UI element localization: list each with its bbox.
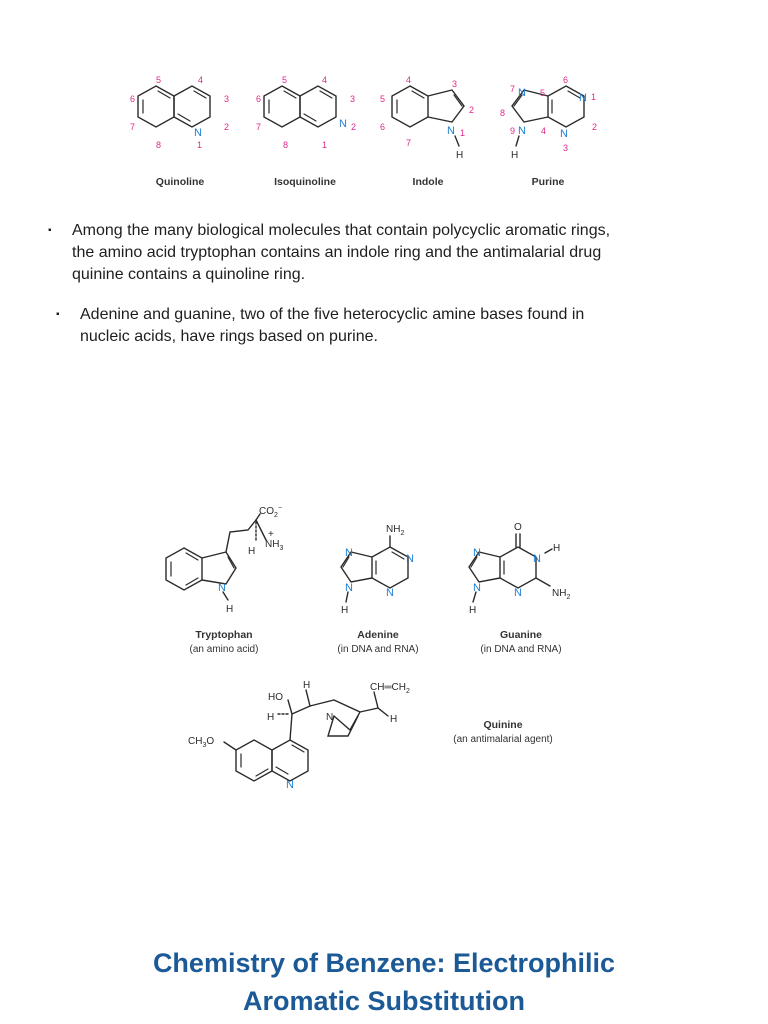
isoquinoline-num: 5 [282, 75, 288, 85]
adenine-caption: (in DNA and RNA) [337, 644, 419, 655]
adenine-n: N [386, 587, 394, 599]
purine-n: N [560, 128, 568, 140]
purine-n: N [579, 92, 587, 104]
guanine-n: N [473, 547, 481, 559]
indole-num: 5 [380, 94, 386, 104]
guanine-n: N [473, 582, 481, 594]
isoquinoline-n: N [339, 118, 347, 130]
guanine-structure [469, 522, 570, 655]
section-title-line: Aromatic Substitution [243, 986, 525, 1016]
adenine-structure [337, 524, 418, 655]
indole-h: H [456, 150, 464, 161]
adenine-name: Adenine [357, 629, 399, 641]
guanine-h: H [553, 543, 561, 554]
quinoline-num: 7 [130, 122, 136, 132]
purine-num: 3 [563, 143, 569, 153]
section-title [0, 944, 768, 1020]
quinoline-num: 6 [130, 94, 136, 104]
purine-num: 4 [541, 126, 547, 136]
guanine-n: N [514, 587, 522, 599]
purine-name: Purine [531, 176, 565, 188]
isoquinoline-num: 8 [283, 140, 289, 150]
guanine-h: H [469, 605, 477, 616]
bullet-marker: ▪ [48, 225, 52, 236]
isoquinoline-num: 4 [322, 75, 328, 85]
guanine-name: Guanine [499, 629, 543, 641]
isoquinoline-num: 1 [322, 140, 328, 150]
bullet-line: the amino acid tryptophan contains an indole ring and the antimalarial drug [72, 244, 602, 261]
tryptophan-plus: + [268, 529, 274, 540]
quinoline-name: Quinoline [155, 176, 205, 188]
quinine-n: N [286, 779, 294, 791]
quinine-h: H [390, 714, 398, 725]
purine-n: N [518, 125, 526, 137]
purine-num: 2 [592, 122, 598, 132]
guanine-nh2: $NH_2$ [552, 588, 571, 601]
bullet-line: Among the many biological molecules that contain polycyclic aromatic rings, [72, 222, 611, 239]
guanine-n: N [533, 553, 541, 565]
quinine-structure [188, 680, 553, 791]
quinine-name: Quinine [483, 719, 523, 731]
purine-num: 8 [500, 108, 506, 118]
indole-num: 7 [406, 138, 412, 148]
purine-num: 5 [540, 88, 546, 98]
tryptophan-structure [166, 505, 283, 655]
purine-num: 1 [591, 92, 597, 102]
isoquinoline-num: 3 [350, 94, 356, 104]
quinoline-num: 3 [224, 94, 230, 104]
quinoline-num: 5 [156, 75, 162, 85]
guanine-caption: (in DNA and RNA) [480, 644, 562, 655]
purine-num: 7 [510, 84, 516, 94]
adenine-nh2: $NH_2$ [386, 524, 405, 537]
bullet-line: Adenine and guanine, two of the five heterocyclic amine bases found in [80, 306, 585, 323]
quinine-ch3o: $CH_3O$ [188, 736, 215, 749]
isoquinoline-name: Isoquinoline [274, 176, 336, 188]
tryptophan-caption: (an amino acid) [189, 644, 259, 655]
bullet-line: nucleic acids, have rings based on purine. [80, 328, 378, 345]
quinoline-n: N [194, 127, 202, 139]
quinine-h: H [303, 680, 311, 691]
adenine-h: H [341, 605, 349, 616]
indole-num: 6 [380, 122, 386, 132]
quinoline-num: 4 [198, 75, 204, 85]
quinoline-num: 8 [156, 140, 162, 150]
tryptophan-n: N [218, 582, 226, 594]
tryptophan-co2: $CO_2^-$ [259, 505, 282, 519]
tryptophan-name: Tryptophan [195, 629, 253, 641]
quinine-bridge-n: N [326, 712, 334, 723]
quinine-ho: HO [268, 692, 283, 703]
purine-num: 9 [510, 126, 516, 136]
isoquinoline-num: 7 [256, 122, 262, 132]
quinine-caption: (an antimalarial agent) [453, 734, 553, 745]
isoquinoline-num: 6 [256, 94, 262, 104]
tryptophan-nh: H [226, 604, 234, 615]
indole-num: 4 [406, 75, 412, 85]
indole-num: 3 [452, 79, 458, 89]
guanine-o: O [514, 522, 522, 533]
purine-h: H [511, 150, 519, 161]
quinine-vinyl: $CH═CH_2$ [370, 682, 410, 695]
tryptophan-h: H [248, 546, 256, 557]
adenine-n: N [406, 553, 414, 565]
indole-num: 1 [460, 128, 466, 138]
adenine-n: N [345, 582, 353, 594]
purine-n: N [518, 87, 526, 99]
section-title-line: Chemistry of Benzene: Electrophilic [152, 948, 616, 978]
tryptophan-nh3: $NH_3$ [265, 539, 284, 552]
adenine-n: N [345, 547, 353, 559]
bullet-line: quinine contains a quinoline ring. [72, 266, 306, 283]
bullet-marker: ▪ [56, 309, 60, 320]
indole-num: 2 [469, 105, 475, 115]
quinine-h: H [267, 712, 275, 723]
purine-num: 6 [563, 75, 569, 85]
quinoline-num: 2 [224, 122, 230, 132]
indole-name: Indole [412, 176, 444, 188]
isoquinoline-num: 2 [351, 122, 357, 132]
indole-n: N [447, 125, 455, 137]
quinoline-num: 1 [197, 140, 203, 150]
